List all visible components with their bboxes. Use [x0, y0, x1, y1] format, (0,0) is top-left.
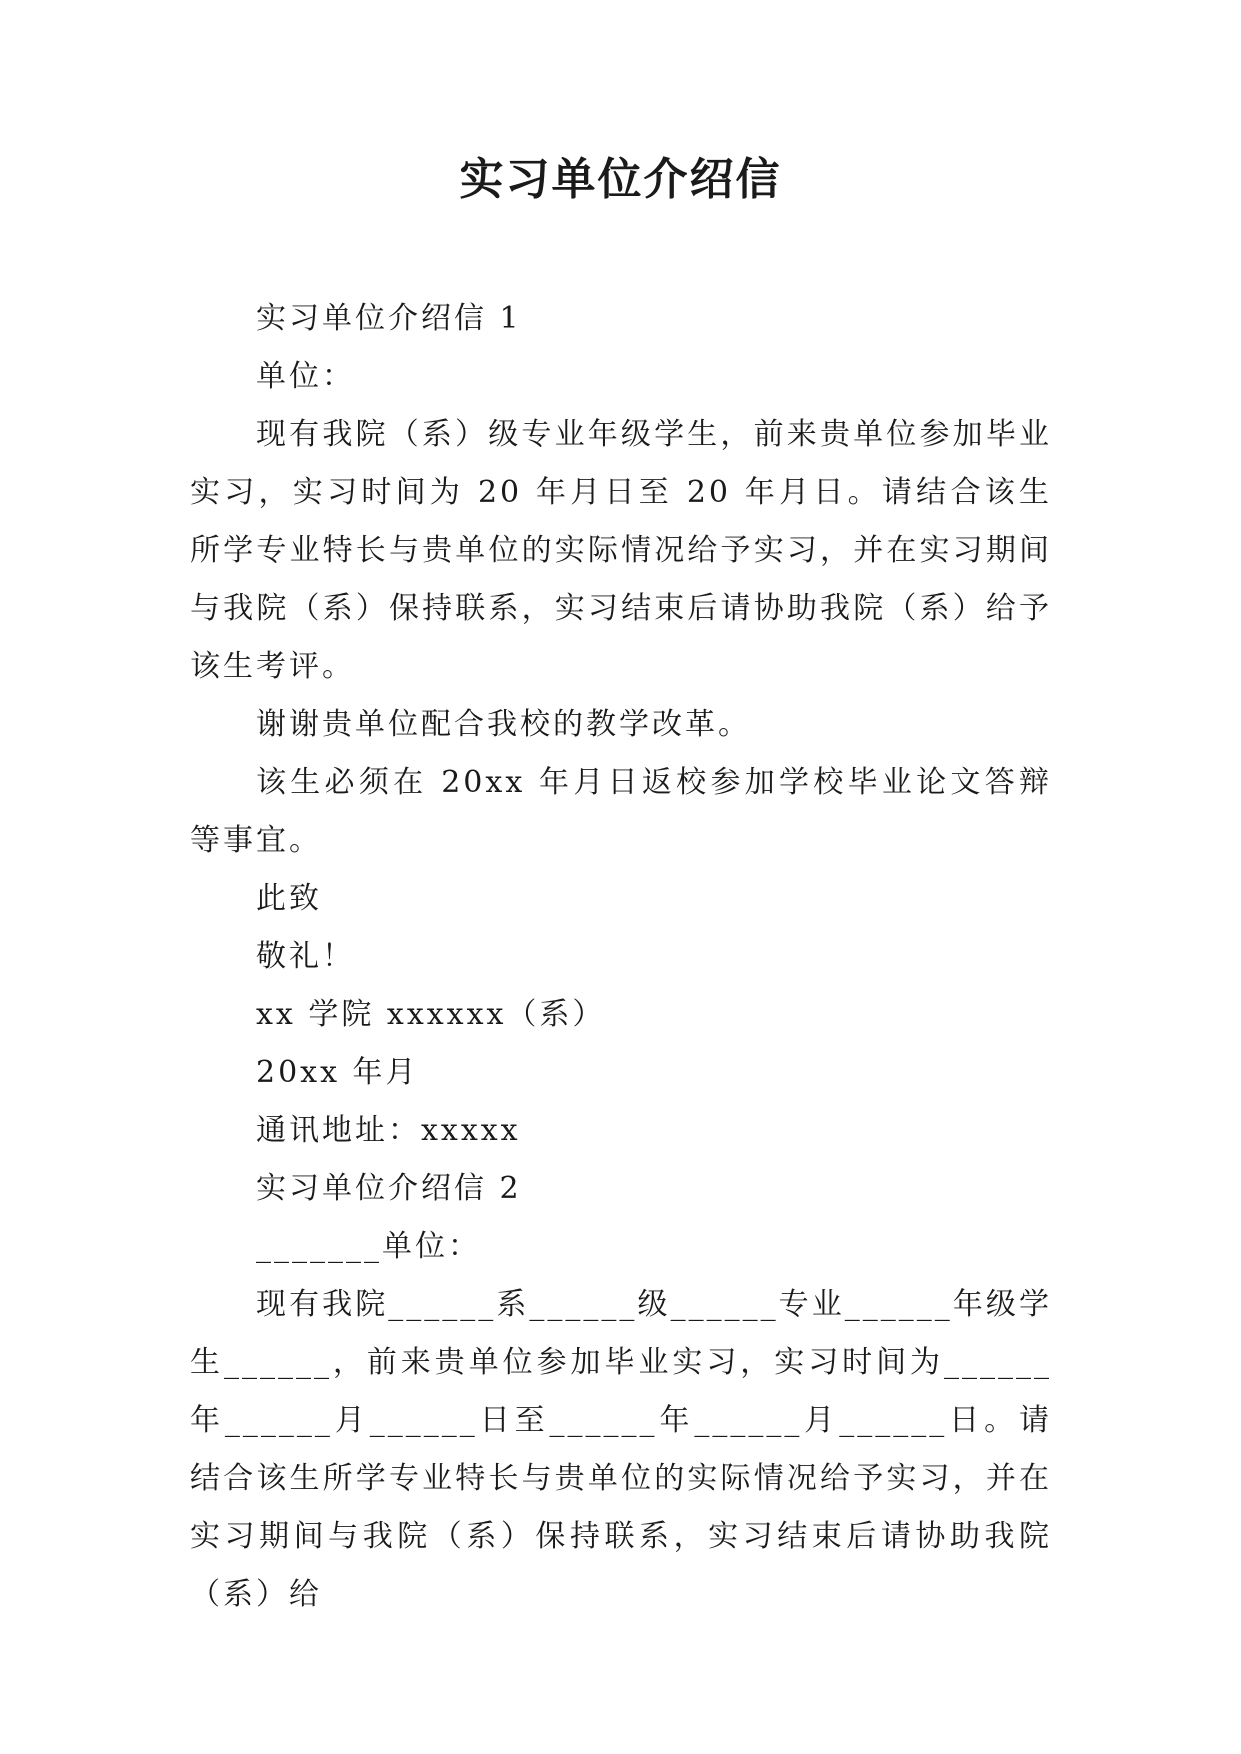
- document-title: 实习单位介绍信: [459, 154, 782, 205]
- letter-1-heading: 实习单位介绍信 1: [256, 301, 522, 336]
- letter-1-thanks: 谢谢贵单位配合我校的教学改革。: [256, 707, 751, 742]
- letter-1-closing: 此致: [256, 881, 322, 916]
- letter-1-date: 20xx 年月: [256, 1055, 419, 1090]
- letter-1-salutation: 敬礼！: [256, 939, 355, 974]
- letter-1-sender: xx 学院 xxxxxx（系）: [256, 997, 606, 1032]
- document-body: [190, 290, 1052, 1624]
- letter-2-heading: 实习单位介绍信 2: [256, 1171, 522, 1206]
- letter-2-body: 现有我院______系______级______专业______年级学生______，前来贵单位参加毕业实习，实习时间为______年______月______日至______年______月______日。请结合该生所学专业特长与贵单位的实际情况给予实习，并在实习期间与我院（系）保持联系，实习结束后请协助我院（系）给: [190, 1287, 1052, 1612]
- letter-2-recipient: _______单位：: [256, 1229, 481, 1264]
- letter-1-address: 通讯地址：xxxxx: [256, 1113, 521, 1148]
- letter-1-return-notice: 该生必须在 20xx 年月日返校参加学校毕业论文答辩等事宜。: [190, 765, 1052, 858]
- letter-1-recipient: 单位：: [256, 359, 355, 394]
- letter-1-body: 现有我院（系）级专业年级学生，前来贵单位参加毕业实习，实习时间为 20 年月日至 20 年月日。请结合该生所学专业特长与贵单位的实际情况给予实习，并在实习期间与我院（系）保持联系，实习结束后请协助我院（系）给予该生考评。: [190, 417, 1052, 684]
